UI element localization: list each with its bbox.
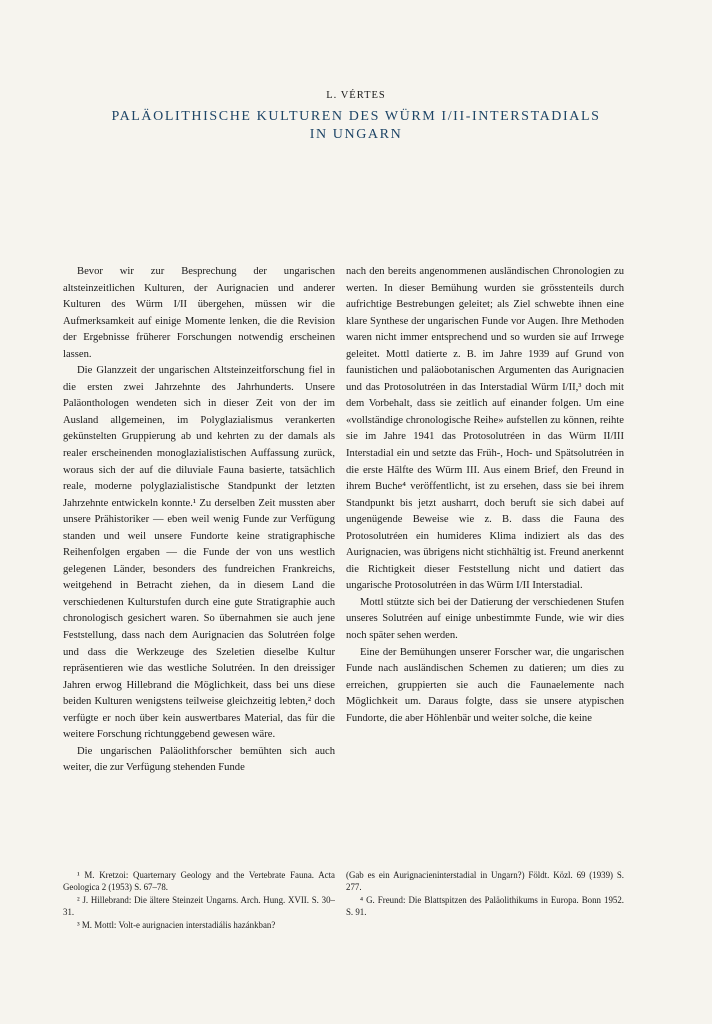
paragraph: Eine der Bemühungen unserer Forscher war, die ungarischen Funde nach ausländischen Schemen zu datieren; um dies zu erreichen, gruppierten sie auch die Faunaelemente nach Möglichkeit um. Daraus folgte, dass sie unsere atypischen Fundorte, die aber Höhlenbär und weiter solche, die keine xyxy=(346,646,624,724)
footnotes-left xyxy=(63,869,335,931)
footnote: ³ M. Mottl: Volt-e aurignacien interstadiális hazánkban? xyxy=(77,919,276,930)
left-text-column xyxy=(63,264,335,777)
right-text-column xyxy=(346,264,624,727)
footnote: ⁴ G. Freund: Die Blattspitzen des Paläolithikums in Europa. Bonn 1952. S. 91. xyxy=(346,894,624,918)
paragraph: Die ungarischen Paläolithforscher bemühten sich auch weiter, die zur Verfügung stehenden Funde xyxy=(63,745,335,774)
footnote: ¹ M. Kretzoi: Quarternary Geology and the Vertebrate Fauna. Acta Geologica 2 (1953) S. 67–78. xyxy=(63,870,335,893)
author-name: L. VÉRTES xyxy=(326,90,386,101)
paragraph: Mottl stützte sich bei der Datierung der verschiedenen Stufen unseres Solutréen auf einige unbestimmte Funde, wie wir dies noch später sehen werden. xyxy=(346,596,624,642)
footnotes-right xyxy=(346,869,624,919)
paragraph: Bevor wir zur Besprechung der ungarischen altsteinzeitlichen Kulturen, der Aurignacien und anderer Kulturen des Würm I/II übergehen, müssen wir die Aufmerksamkeit auf einige Momente lenken, die die Revision der Ergebnisse früherer Forschungen notwendig erscheinen lassen. xyxy=(63,266,335,360)
footnote: ² J. Hillebrand: Die ältere Steinzeit Ungarns. Arch. Hung. XVII. S. 30–31. xyxy=(63,894,335,918)
article-title-line-1: PALÄOLITHISCHE KULTUREN DES WÜRM I/II-INTERSTADIALS xyxy=(111,109,601,124)
article-title xyxy=(60,108,652,144)
article-title-line-2: IN UNGARN xyxy=(309,127,403,142)
paragraph: Die Glanzzeit der ungarischen Altsteinzeitforschung fiel in die ersten zwei Jahrzehnte des Jahrhunderts. Unsere Paläonthologen wendeten sich in dieser Zeit von der im Ausland allgemeinen, im Polyglazialismus verankerten gekünstelten Gruppierung ab und kehrten zu der damals als realer erscheinenden monoglazialistischen Auffassung zurück, woraus sich der auf die diluviale Fauna basierte, tatsächlich reale, moderne polyglazialistische Standpunkt der letzten Jahrzehnte entwickeln konnte.¹ Zu derselben Zeit mussten aber unsere Prähistoriker — eben weil wenig Funde zur Verfügung standen und weil unsere Fundorte keine stratigraphische Reihenfolgen ergaben — die Funde der von uns westlich gelegenen Länder, besonders des fundreichen Frankreichs, weitgehend in Betracht ziehen, da in diesem Land die verschiedenen Kulturstufen durch eine gute Stratigraphie auch chronologisch gesichert waren. So übernahmen sie auch jene Feststellung, dass nach dem Aurignacien das Solutréen folge und dass die Werkzeuge des Szeletien dieselbe Kultur repräsentieren wie das westliche Solutréen. In den dreissiger Jahren erwog Hillebrand die Möglichkeit, dass bei uns diese beiden Kulturen wenigstens teilweise gleichzeitig lebten,² doch verfügte er noch über kein auswertbares Material, das für die weitere Forschung richtunggebend gewesen wäre. xyxy=(63,365,335,741)
footnote: (Gab es ein Aurignacieninterstadial in Ungarn?) Földt. Közl. 69 (1939) S. 277. xyxy=(346,870,624,893)
paragraph: nach den bereits angenommenen ausländischen Chronologien zu werten. In dieser Bemühung wurden sie grösstenteils durch aufrichtige Bestrebungen geleitet; als Ziel schwebte ihnen eine klare Synthese der ungarischen Funde vor Augen. Ihre Methoden waren nicht immer entsprechend und so wurden sie auf Irrwege geleitet. Mottl datierte z. B. im Jahre 1939 auf Grund von faunistichen und paläobotanischen Argumenten das Aurignacien und das Protosolutréen in das Interstadial Würm I/II,³ doch mit dem Vorbehalt, dass sie zeitlich auf einander folgen. Um eine «vollständige chronologische Reihe» aufstellen zu können, reihte sie im Jahre 1941 das Protosolutréen in das Würm II/III Interstadial ein und setzte das Früh-, Hoch- und Spätsolutréen in die erste Hälfte des Würm III. Aus einem Brief, den Freund in ihrem Buche⁴ veröffentlicht, ist zu ersehen, dass sie bei ihrem Standpunkt bis jetzt ausharrt, doch beruft sie sich dabei auf ungenügende Beweise wie z. B. dass die Fauna des Protosolutréen ein humideres Klima indiziert als das des Aurignacien, was übrigens nicht stichhältig ist. Freund anerkennt die Richtigkeit dieser Feststellung nicht und datiert das ungarische Protosolutréen in das Würm I/II Interstadial. xyxy=(346,266,624,592)
